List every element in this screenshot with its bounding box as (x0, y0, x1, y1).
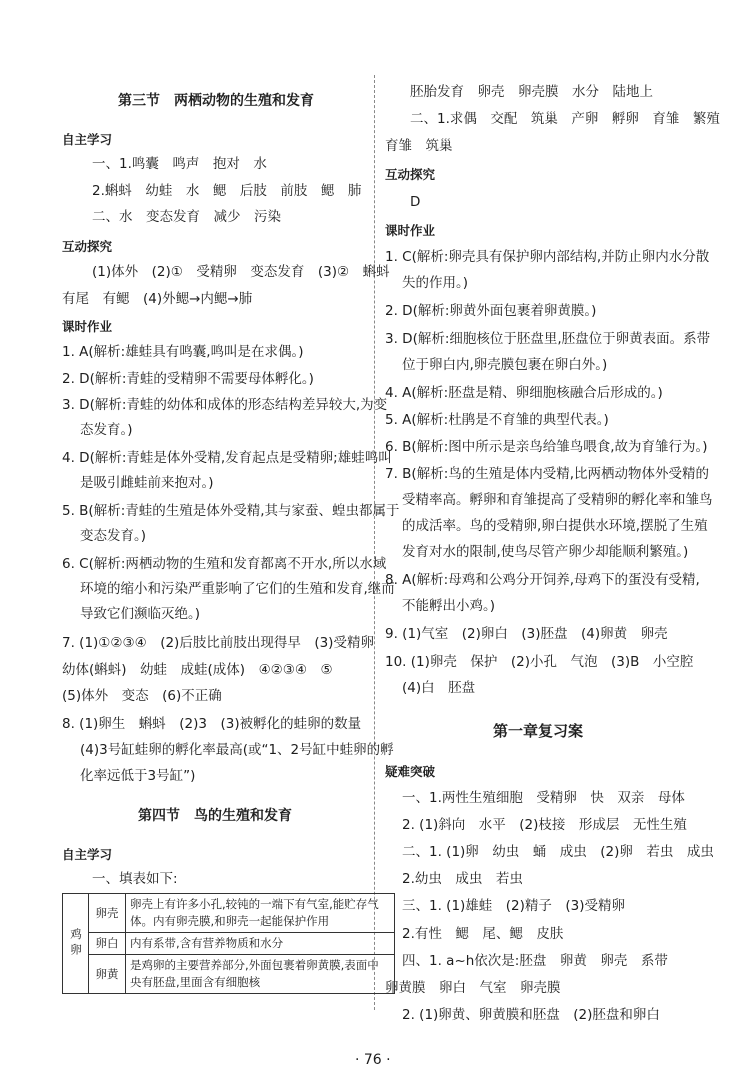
section-title-4: 第四节 鸟的生殖和发育 (138, 808, 292, 824)
heading-self-study: 自主学习 (62, 132, 113, 147)
answer-line: 是吸引雌蛙前来抱对。) (80, 475, 214, 491)
text-line: 三、1. (1)雄蛙 (2)精子 (3)受精卵 (402, 898, 626, 914)
egg-structure-table (62, 893, 395, 994)
text-line: 二、1.求偶 交配 筑巢 产卵 孵卵 育雏 繁殖 (410, 111, 720, 127)
answer-line: 位于卵白内,卵壳膜包裹在卵白外。) (402, 357, 608, 373)
answer-line: 5. B(解析:青蛙的生殖是体外受精,其与家蚕、蝗虫都属于 (62, 503, 400, 519)
answer-line: 2. D(解析:青蛙的受精卵不需要母体孵化。) (62, 371, 314, 387)
answer-line: 环境的缩小和污染严重影响了它们的生殖和发育,继而 (80, 581, 395, 597)
answer-line: (5)体外 变态 (6)不正确 (62, 688, 222, 704)
text-line: 2.有性 鳃 尾、鳃 皮肤 (402, 926, 564, 942)
answer-line: 的成活率。鸟的受精卵,卵白提供水环境,摆脱了生殖 (402, 518, 708, 534)
answer-line: 10. (1)卵壳 保护 (2)小孔 气泡 (3)B 小空腔 (385, 654, 694, 670)
text-line: 2.幼虫 成虫 若虫 (402, 871, 523, 887)
answer-line: 受精率高。孵卵和育雏提高了受精卵的孵化率和雏鸟 (402, 492, 713, 508)
table-cell-part: 卵壳 (89, 894, 126, 933)
answer-line: 2. D(解析:卵黄外面包裹着卵黄膜。) (385, 303, 597, 319)
table-cell-part: 卵白 (89, 933, 126, 955)
answer-line: 6. C(解析:两栖动物的生殖和发育都离不开水,所以水域 (62, 556, 387, 572)
answer-line: 9. (1)气室 (2)卵白 (3)胚盘 (4)卵黄 卵壳 (385, 626, 668, 642)
page-number: · 76 · (355, 1052, 391, 1068)
answer-line: 8. (1)卵生 蝌蚪 (2)3 (3)被孵化的蛙卵的数量 (62, 716, 362, 732)
answer-line: 6. B(解析:图中所示是亲鸟给雏鸟喂食,故为育雏行为。) (385, 439, 708, 455)
text-line: 一、1.两性生殖细胞 受精卵 快 双亲 母体 (402, 790, 685, 806)
text-line: 一、1.鸣囊 鸣声 抱对 水 (92, 156, 267, 172)
answer-line: (4)白 胚盘 (402, 680, 476, 696)
table-cell-text: 是鸡卵的主要营养部分,外面包裹着卵黄膜,表面中央有胚盘,里面含有细胞核 (126, 955, 395, 994)
heading-interactive: 互动探究 (62, 239, 113, 254)
heading-self-study: 自主学习 (62, 847, 113, 862)
table-cell-text: 卵壳上有许多小孔,较钝的一端下有气室,能贮存气体。内有卵壳膜,和卵壳一起能保护作用 (126, 894, 395, 933)
text-line: 2. (1)卵黄、卵黄膜和胚盘 (2)胚盘和卵白 (402, 1007, 660, 1023)
answer-line: 导致它们濒临灭绝。) (80, 606, 201, 622)
text-line: (1)体外 (2)① 受精卵 变态发育 (3)② 蝌蚪 (92, 264, 390, 280)
answer-line: 7. B(解析:鸟的生殖是体内受精,比两栖动物体外受精的 (385, 466, 710, 482)
answer-line: (4)3号缸蛙卵的孵化率最高(或“1、2号缸中蛙卵的孵 (80, 742, 394, 758)
text-line: 育雏 筑巢 (385, 138, 453, 154)
text-line: 有尾 有鳃 (4)外鳃→内鳃→肺 (62, 291, 253, 307)
text-line: 胚胎发育 卵壳 卵壳膜 水分 陆地上 (410, 84, 653, 100)
table-row-header: 鸡卵 (63, 894, 89, 994)
column-divider (374, 75, 375, 1010)
answer-line: 发育对水的限制,使鸟尽管产卵少却能顺利繁殖。) (402, 544, 689, 560)
answer-line: 5. A(解析:杜鹃是不育雏的典型代表。) (385, 412, 609, 428)
answer-line: 变态发育。) (80, 528, 147, 544)
answer-line: 8. A(解析:母鸡和公鸡分开饲养,母鸡下的蛋没有受精, (385, 572, 700, 588)
answer-line: 3. D(解析:青蛙的幼体和成体的形态结构差异较大,为变 (62, 397, 388, 413)
answer-line: 幼体(蝌蚪) 幼蛙 成蛙(成体) ④②③④ ⑤ (62, 662, 333, 678)
text-line: 2.蝌蚪 幼蛙 水 鳃 后肢 前肢 鳃 肺 (92, 183, 362, 199)
answer-line: 不能孵出小鸡。) (402, 598, 496, 614)
answer-line: 7. (1)①②③④ (2)后肢比前肢出现得早 (3)受精卵 (62, 635, 374, 651)
text-line: 2. (1)斜向 水平 (2)枝接 形成层 无性生殖 (402, 817, 687, 833)
answer-line: 3. D(解析:细胞核位于胚盘里,胚盘位于卵黄表面。系带 (385, 331, 711, 347)
answer-line: 1. C(解析:卵壳具有保护卵内部结构,并防止卵内水分散 (385, 249, 710, 265)
text-line: 一、填表如下: (92, 871, 178, 887)
heading-difficulty: 疑难突破 (385, 764, 436, 779)
heading-homework: 课时作业 (385, 223, 436, 238)
table-cell-part: 卵黄 (89, 955, 126, 994)
answer-line: 失的作用。) (402, 275, 469, 291)
text-line: 二、1. (1)卵 幼虫 蛹 成虫 (2)卵 若虫 成虫 (402, 844, 714, 860)
answer-line: 态发育。) (80, 422, 133, 438)
text-line: 四、1. a~h依次是:胚盘 卵黄 卵壳 系带 (402, 953, 668, 969)
answer-line: 4. A(解析:胚盘是精、卵细胞核融合后形成的。) (385, 385, 663, 401)
answer-line: 4. D(解析:青蛙是体外受精,发育起点是受精卵;雄蛙鸣叫 (62, 450, 392, 466)
answer-line: 1. A(解析:雄蛙具有鸣囊,鸣叫是在求偶。) (62, 344, 304, 360)
heading-interactive: 互动探究 (385, 167, 436, 182)
section-title-3: 第三节 两栖动物的生殖和发育 (118, 93, 314, 109)
heading-homework: 课时作业 (62, 319, 113, 334)
chapter-review-title: 第一章复习案 (493, 722, 584, 740)
text-line: D (410, 194, 421, 210)
text-line: 卵黄膜 卵白 气室 卵壳膜 (385, 980, 561, 996)
table-cell-text: 内有系带,含有营养物质和水分 (126, 933, 395, 955)
text-line: 二、水 变态发育 减少 污染 (92, 209, 281, 225)
answer-line: 化率远低于3号缸”) (80, 768, 196, 784)
